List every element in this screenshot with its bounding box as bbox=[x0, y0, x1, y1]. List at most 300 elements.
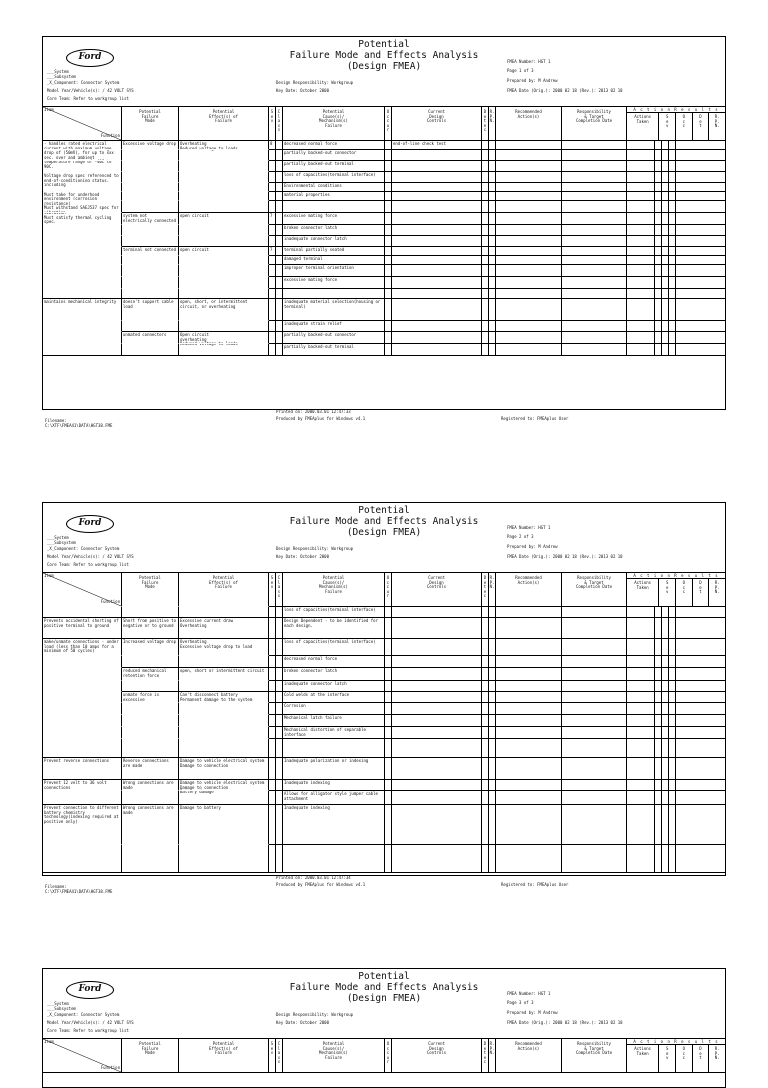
col-item bbox=[43, 107, 122, 140]
cell-controls bbox=[392, 758, 482, 779]
file-path: C:\XTF\FMEA41\DATA\HGT38.FME bbox=[45, 889, 113, 894]
cell-cause: Corrosion bbox=[283, 703, 385, 714]
cell-s bbox=[655, 344, 662, 355]
cell-mode: terminal not connected bbox=[122, 247, 179, 255]
cell-d bbox=[669, 201, 676, 212]
cell-rec bbox=[496, 192, 562, 200]
cell-d bbox=[669, 780, 676, 790]
cell-item bbox=[43, 331, 122, 343]
col-o: O c c bbox=[675, 579, 692, 606]
cell-d bbox=[669, 618, 676, 638]
cell-occ bbox=[385, 192, 392, 200]
cell-cls bbox=[276, 668, 283, 680]
cell-rpn bbox=[489, 299, 496, 320]
cell-det bbox=[482, 236, 489, 246]
col-resp: Responsibility & Target Completion Date bbox=[562, 1039, 627, 1072]
cell-occ bbox=[385, 607, 392, 617]
cell-rpn bbox=[489, 225, 496, 235]
cell-rpn bbox=[489, 172, 496, 182]
cell-occ bbox=[385, 668, 392, 680]
cell-resp bbox=[562, 805, 627, 844]
col-cls: C l a s s bbox=[276, 1039, 283, 1072]
filename-label: Filename: bbox=[45, 884, 67, 889]
cell-item bbox=[43, 246, 122, 255]
cell-det bbox=[482, 225, 489, 235]
cell-item bbox=[43, 149, 122, 160]
table-row bbox=[43, 739, 725, 758]
cell-det bbox=[482, 289, 489, 298]
cell-det bbox=[482, 141, 489, 149]
cell-item bbox=[43, 790, 122, 804]
cell-effect bbox=[179, 255, 269, 264]
cell-mode bbox=[122, 171, 179, 182]
cell-occ bbox=[385, 213, 392, 224]
cell-sev bbox=[269, 845, 276, 872]
printed-on: Printed on: 2000.03.01 12:47:33 bbox=[276, 409, 351, 414]
table-row bbox=[43, 607, 725, 618]
cell-resp bbox=[562, 183, 627, 191]
cell-item bbox=[43, 606, 122, 617]
cell-effect: Damage to vehicle electrical system Damage to connection bbox=[179, 758, 269, 779]
cell-mode bbox=[122, 235, 179, 246]
cell-rpn bbox=[489, 332, 496, 343]
cell-controls bbox=[392, 289, 482, 298]
cell-occ bbox=[385, 201, 392, 212]
cell-cause: inadequate connector latch bbox=[283, 681, 385, 691]
cell-item bbox=[43, 255, 122, 264]
cell-det bbox=[482, 247, 489, 255]
cell-d bbox=[669, 791, 676, 804]
cell-s bbox=[655, 639, 662, 655]
title-line: Potential bbox=[358, 505, 410, 516]
ford-logo: Ford bbox=[66, 49, 114, 67]
cell-taken bbox=[627, 289, 655, 298]
cell-taken bbox=[627, 201, 655, 212]
cell-rec bbox=[496, 332, 562, 343]
cell-cls bbox=[276, 656, 283, 667]
cell-resp bbox=[562, 256, 627, 264]
cell-occ bbox=[385, 692, 392, 702]
system-label: ___System bbox=[47, 535, 69, 540]
cell-taken bbox=[627, 332, 655, 343]
col-d: D e t bbox=[692, 579, 709, 606]
cell-effect: Can't disconnect battery Permanent damage to the system bbox=[179, 692, 269, 702]
cell-occ bbox=[385, 247, 392, 255]
cell-item bbox=[43, 224, 122, 235]
cell-occ bbox=[385, 780, 392, 790]
cell-r bbox=[676, 289, 725, 298]
cell-d bbox=[669, 656, 676, 667]
cell-taken bbox=[627, 161, 655, 171]
cell-sev bbox=[269, 172, 276, 182]
cell-o bbox=[662, 277, 669, 288]
cell-mode: Increased voltage drop bbox=[122, 639, 179, 655]
cell-resp bbox=[562, 727, 627, 738]
cell-det bbox=[482, 739, 489, 757]
table-row bbox=[43, 344, 725, 356]
cell-resp bbox=[562, 277, 627, 288]
model-year: Model Year/Vehicle(s): / 42 VOLT SYS bbox=[47, 1020, 134, 1025]
col-rpn: R. P. N. bbox=[489, 107, 496, 140]
cell-o bbox=[662, 791, 669, 804]
cell-rpn bbox=[489, 703, 496, 714]
cell-mode bbox=[122, 255, 179, 264]
cell-effect bbox=[179, 702, 269, 714]
cell-effect bbox=[179, 655, 269, 667]
cell-cls bbox=[276, 161, 283, 171]
cell-controls bbox=[392, 332, 482, 343]
cell-controls bbox=[392, 201, 482, 212]
cell-rec bbox=[496, 618, 562, 638]
cell-cause: broken connector latch bbox=[283, 225, 385, 235]
cell-det bbox=[482, 183, 489, 191]
cell-mode: system not electrically connected bbox=[122, 213, 179, 224]
title-line: Failure Mode and Effects Analysis bbox=[289, 50, 479, 61]
cell-item bbox=[43, 200, 122, 212]
cell-sev bbox=[269, 225, 276, 235]
cell-rpn bbox=[489, 265, 496, 276]
cell-rec bbox=[496, 265, 562, 276]
col-cause: Potential Cause(s)/ Mechanism(s) Failure bbox=[283, 573, 385, 606]
cell-taken bbox=[627, 805, 655, 844]
cell-sev bbox=[269, 715, 276, 726]
cell-occ bbox=[385, 265, 392, 276]
cell-item: Prevent 12 volt to 36 volt connections bbox=[43, 780, 122, 790]
cell-cause: decreased normal force bbox=[283, 656, 385, 667]
cell-cls bbox=[276, 321, 283, 331]
cell-taken bbox=[627, 692, 655, 702]
cell-rec bbox=[496, 739, 562, 757]
col-det: D e t e c bbox=[482, 1039, 489, 1072]
table-row bbox=[43, 656, 725, 668]
cell-resp bbox=[562, 639, 627, 655]
col-controls: Current Design Controls bbox=[392, 107, 482, 140]
cell-effect bbox=[179, 224, 269, 235]
cell-o bbox=[662, 289, 669, 298]
cell-effect: Damage to vehicle electrical system Damage to connection Battery damage bbox=[179, 780, 269, 790]
cell-controls bbox=[392, 780, 482, 790]
cell-resp bbox=[562, 265, 627, 276]
title-line: Potential bbox=[358, 971, 410, 982]
cell-item bbox=[43, 702, 122, 714]
cell-cls bbox=[276, 758, 283, 779]
cell-controls bbox=[392, 150, 482, 160]
fmea-date: FMEA Date (Orig.): 2000 02 18 (Rev.): 2013 02 18 bbox=[507, 88, 623, 93]
cell-cls bbox=[276, 692, 283, 702]
cell-det bbox=[482, 299, 489, 320]
cell-rec bbox=[496, 703, 562, 714]
cell-occ bbox=[385, 141, 392, 149]
cell-r bbox=[676, 236, 725, 246]
cell-controls bbox=[392, 703, 482, 714]
cell-controls bbox=[392, 183, 482, 191]
cell-item bbox=[43, 160, 122, 171]
cell-cls bbox=[276, 183, 283, 191]
col-rpn: R. P. N. bbox=[489, 573, 496, 606]
cell-effect bbox=[179, 191, 269, 200]
cell-mode bbox=[122, 276, 179, 288]
cell-d bbox=[669, 692, 676, 702]
cell-s bbox=[655, 299, 662, 320]
cell-cause: Inadequate indexing bbox=[283, 805, 385, 844]
cell-s bbox=[655, 332, 662, 343]
cell-s bbox=[655, 845, 662, 872]
cell-d bbox=[669, 150, 676, 160]
cell-taken bbox=[627, 703, 655, 714]
cell-cls bbox=[276, 236, 283, 246]
cell-occ bbox=[385, 739, 392, 757]
cell-mode: Wrong connections are made bbox=[122, 780, 179, 790]
action-results-title: A c t i o n R e s u l t s bbox=[627, 573, 725, 579]
prepared-by: Prepared by: M Andrew bbox=[507, 78, 558, 83]
cell-cause: excessive mating force bbox=[283, 277, 385, 288]
cell-cause: inadequate connector latch bbox=[283, 236, 385, 246]
fmea-date: FMEA Date (Orig.): 2000 02 18 (Rev.): 2013 02 18 bbox=[507, 1020, 623, 1025]
column-header-row bbox=[43, 573, 725, 607]
cell-effect bbox=[179, 320, 269, 331]
cell-effect bbox=[179, 182, 269, 191]
cell-rec bbox=[496, 213, 562, 224]
cell-taken bbox=[627, 277, 655, 288]
cell-controls bbox=[392, 277, 482, 288]
cell-det bbox=[482, 150, 489, 160]
cell-taken bbox=[627, 739, 655, 757]
cell-cls bbox=[276, 344, 283, 355]
cell-occ bbox=[385, 845, 392, 872]
cell-s bbox=[655, 256, 662, 264]
cell-rpn bbox=[489, 780, 496, 790]
cell-sev bbox=[269, 739, 276, 757]
cell-o bbox=[662, 201, 669, 212]
cell-r bbox=[676, 172, 725, 182]
fmea-number: FMEA Number: HGT 1 bbox=[507, 59, 551, 64]
subsystem-label: ___Subsystem bbox=[47, 1006, 76, 1011]
cell-taken bbox=[627, 639, 655, 655]
cell-occ bbox=[385, 236, 392, 246]
cell-o bbox=[662, 161, 669, 171]
cell-rec bbox=[496, 681, 562, 691]
table-row bbox=[43, 681, 725, 692]
cell-mode bbox=[122, 790, 179, 804]
prepared-by: Prepared by: M Andrew bbox=[507, 1010, 558, 1015]
cell-cause: partially backed-out connector bbox=[283, 332, 385, 343]
document-title bbox=[43, 971, 725, 1004]
cell-rec bbox=[496, 183, 562, 191]
cell-resp bbox=[562, 692, 627, 702]
cell-cause bbox=[283, 289, 385, 298]
cell-cause: excessive mating force bbox=[283, 213, 385, 224]
fmea-page bbox=[42, 502, 726, 894]
cell-r bbox=[676, 791, 725, 804]
cell-o bbox=[662, 299, 669, 320]
document-title bbox=[43, 39, 725, 72]
title-line: (Design FMEA) bbox=[346, 527, 422, 538]
col-cause: Potential Cause(s)/ Mechanism(s) Failure bbox=[283, 107, 385, 140]
cell-cls bbox=[276, 618, 283, 638]
cell-d bbox=[669, 277, 676, 288]
cell-occ bbox=[385, 289, 392, 298]
action-results-cols bbox=[627, 113, 725, 140]
cell-cls bbox=[276, 225, 283, 235]
cell-resp bbox=[562, 192, 627, 200]
cell-s bbox=[655, 758, 662, 779]
cell-resp bbox=[562, 150, 627, 160]
cell-det bbox=[482, 213, 489, 224]
cell-controls bbox=[392, 265, 482, 276]
cell-o bbox=[662, 141, 669, 149]
cell-o bbox=[662, 805, 669, 844]
cell-cause: Inadequate indexing bbox=[283, 780, 385, 790]
cell-o bbox=[662, 758, 669, 779]
cell-det bbox=[482, 256, 489, 264]
col-r: R. P. N. bbox=[708, 1045, 725, 1072]
cell-item bbox=[43, 714, 122, 726]
cell-cause bbox=[283, 201, 385, 212]
cell-cause: damaged terminal bbox=[283, 256, 385, 264]
cell-effect: Overheating Reduced voltage to loads bbox=[179, 141, 269, 149]
cell-mode bbox=[122, 320, 179, 331]
cell-det bbox=[482, 639, 489, 655]
cell-r bbox=[676, 727, 725, 738]
cell-sev bbox=[269, 639, 276, 655]
cell-occ bbox=[385, 618, 392, 638]
cell-resp bbox=[562, 656, 627, 667]
cell-controls bbox=[392, 299, 482, 320]
cell-effect bbox=[179, 738, 269, 757]
cell-d bbox=[669, 172, 676, 182]
cell-s bbox=[655, 236, 662, 246]
cell-s bbox=[655, 265, 662, 276]
table-row bbox=[43, 791, 725, 805]
model-year: Model Year/Vehicle(s): / 42 VOLT SYS bbox=[47, 88, 134, 93]
cell-cls bbox=[276, 201, 283, 212]
col-sev: S e v bbox=[269, 107, 276, 140]
cell-rec bbox=[496, 256, 562, 264]
cell-effect: open circuit bbox=[179, 213, 269, 224]
cell-s bbox=[655, 780, 662, 790]
cell-cls bbox=[276, 805, 283, 844]
cell-sev bbox=[269, 681, 276, 691]
cell-mode bbox=[122, 160, 179, 171]
cell-taken bbox=[627, 256, 655, 264]
cell-item bbox=[43, 235, 122, 246]
col-rec: Recommended Action(s) bbox=[496, 1039, 562, 1072]
cell-sev bbox=[269, 805, 276, 844]
col-o: O c c bbox=[675, 113, 692, 140]
col-action-results bbox=[627, 573, 725, 606]
cell-effect bbox=[179, 276, 269, 288]
cell-sev bbox=[269, 332, 276, 343]
cell-controls: end-of-line check test bbox=[392, 141, 482, 149]
cell-rpn bbox=[489, 845, 496, 872]
cell-item bbox=[43, 655, 122, 667]
action-results-title: A c t i o n R e s u l t s bbox=[627, 107, 725, 113]
cell-occ bbox=[385, 344, 392, 355]
cell-det bbox=[482, 265, 489, 276]
cell-s bbox=[655, 192, 662, 200]
cell-o bbox=[662, 780, 669, 790]
cell-det bbox=[482, 758, 489, 779]
col-mode: Potential Failure Mode bbox=[122, 107, 179, 140]
cell-cause bbox=[283, 739, 385, 757]
cell-mode bbox=[122, 726, 179, 738]
cell-cause: Mechanical latch failure bbox=[283, 715, 385, 726]
cell-item bbox=[43, 191, 122, 200]
cell-taken bbox=[627, 183, 655, 191]
page-number: Page 2 of 3 bbox=[507, 534, 534, 539]
cell-cls bbox=[276, 299, 283, 320]
ford-logo: Ford bbox=[66, 981, 114, 999]
cell-cls bbox=[276, 213, 283, 224]
column-header-row bbox=[43, 107, 725, 141]
cell-cls bbox=[276, 703, 283, 714]
cell-s bbox=[655, 247, 662, 255]
cell-sev bbox=[269, 183, 276, 191]
design-responsibility: Design Responsibility: Workgroup bbox=[276, 80, 354, 85]
cell-rec bbox=[496, 692, 562, 702]
cell-controls bbox=[392, 727, 482, 738]
key-date: Key Date: October 2000 bbox=[276, 88, 329, 93]
col-occ: O c c u r bbox=[385, 107, 392, 140]
cell-o bbox=[662, 332, 669, 343]
produced-by: Produced by FMEAplus for Windows v4.1 bbox=[276, 882, 366, 887]
cell-sev bbox=[269, 607, 276, 617]
cell-item bbox=[43, 276, 122, 288]
cell-controls bbox=[392, 256, 482, 264]
cell-controls bbox=[392, 656, 482, 667]
cell-effect: Open circuit overheating Reduced voltage to loads bbox=[179, 332, 269, 343]
cell-mode bbox=[122, 200, 179, 212]
cell-resp bbox=[562, 791, 627, 804]
cell-sev bbox=[269, 236, 276, 246]
cell-cause: partially backed-out terminal bbox=[283, 344, 385, 355]
cell-mode bbox=[122, 264, 179, 276]
cell-taken bbox=[627, 656, 655, 667]
produced-by: Produced by FMEAplus for Windows v4.1 bbox=[276, 416, 366, 421]
cell-taken bbox=[627, 247, 655, 255]
cell-rpn bbox=[489, 656, 496, 667]
cell-det bbox=[482, 192, 489, 200]
action-results-title: A c t i o n R e s u l t s bbox=[627, 1039, 725, 1045]
cell-s bbox=[655, 656, 662, 667]
cell-taken bbox=[627, 192, 655, 200]
cell-resp bbox=[562, 332, 627, 343]
table-row bbox=[43, 805, 725, 845]
cell-cause: decreased normal force bbox=[283, 141, 385, 149]
cell-rpn bbox=[489, 150, 496, 160]
cell-taken bbox=[627, 607, 655, 617]
col-effect: Potential Effect(s) of Failure bbox=[179, 1039, 269, 1072]
cell-item bbox=[43, 844, 122, 872]
cell-item bbox=[43, 680, 122, 691]
title-line: Failure Mode and Effects Analysis bbox=[289, 982, 479, 993]
page-header bbox=[43, 503, 725, 573]
cell-item: Prevents accidental shorting of positive terminal to ground bbox=[43, 618, 122, 638]
table-row bbox=[43, 639, 725, 656]
cell-item bbox=[43, 738, 122, 757]
cell-o bbox=[662, 150, 669, 160]
cell-rec bbox=[496, 299, 562, 320]
cell-s bbox=[655, 739, 662, 757]
cell-r bbox=[676, 321, 725, 331]
cell-d bbox=[669, 805, 676, 844]
col-item bbox=[43, 573, 122, 606]
cell-resp bbox=[562, 780, 627, 790]
cell-controls bbox=[392, 344, 482, 355]
cell-mode bbox=[122, 343, 179, 355]
cell-rpn bbox=[489, 192, 496, 200]
cell-item bbox=[43, 212, 122, 224]
